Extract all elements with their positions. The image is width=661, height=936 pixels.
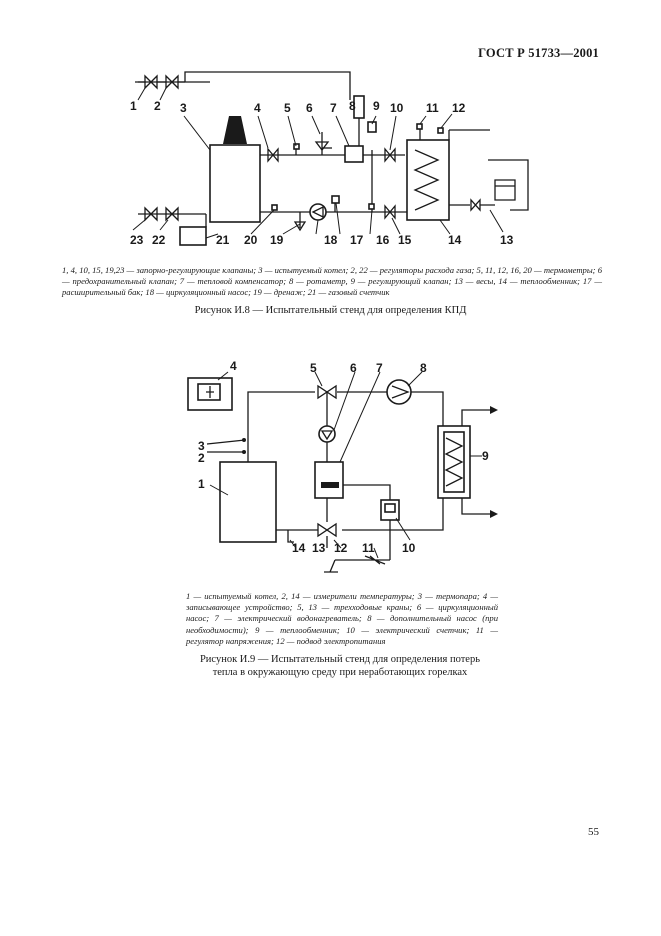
fig2-label-4: 4 <box>230 359 237 373</box>
fig1-label-6: 6 <box>306 101 313 115</box>
fig1-label-10: 10 <box>390 101 404 115</box>
fig1-label-16: 16 <box>376 233 390 247</box>
page-number: 55 <box>588 826 599 838</box>
fig1-label-7: 7 <box>330 101 337 115</box>
fig1-label-21: 21 <box>216 233 230 247</box>
fig1-label-19: 19 <box>270 233 284 247</box>
fig1-label-17: 17 <box>350 233 364 247</box>
fig1-label-4: 4 <box>254 101 261 115</box>
fig1-label-22: 22 <box>152 233 166 247</box>
figure-2-diagram <box>0 350 661 590</box>
figure-2-legend: 1 — испытуемый котел, 2, 14 — измерители температуры; 3 — термопара; 4 — записывающее устройство; 5, 13 — трехходовые краны; 6 — циркуляционный насос; 7 — электрический водонагреватель; 8 — дополнительный насос (при необходимости); 9 — теплообменник; 10 — электрический счетчик; 11 — регулятор напряжения; 12 — подвод электропитания <box>186 591 498 646</box>
fig2-label-7: 7 <box>376 361 383 375</box>
fig1-label-8: 8 <box>349 99 356 113</box>
figure-2-caption-line-1: Рисунок И.9 — Испытательный стенд для определения потерь <box>199 654 481 665</box>
fig2-label-2: 2 <box>198 451 205 465</box>
figure-2-caption <box>150 653 530 679</box>
fig2-label-5: 5 <box>310 361 317 375</box>
fig1-label-14: 14 <box>448 233 462 247</box>
figure-1-caption: Рисунок И.8 — Испытательный стенд для определения КПД <box>194 305 467 316</box>
fig1-label-1: 1 <box>130 99 137 113</box>
fig1-label-2: 2 <box>154 99 161 113</box>
fig1-label-9: 9 <box>373 99 380 113</box>
fig2-label-8: 8 <box>420 361 427 375</box>
fig1-label-12: 12 <box>452 101 466 115</box>
fig1-label-15: 15 <box>398 233 412 247</box>
fig1-label-11: 11 <box>426 101 439 115</box>
fig1-label-20: 20 <box>244 233 258 247</box>
fig1-label-5: 5 <box>284 101 291 115</box>
fig1-label-23: 23 <box>130 233 144 247</box>
fig2-label-10: 10 <box>402 541 416 555</box>
figure-1-diagram <box>0 0 661 260</box>
fig2-label-6: 6 <box>350 361 357 375</box>
fig2-label-9: 9 <box>482 449 489 463</box>
fig2-label-11: 11 <box>362 541 375 555</box>
fig1-label-18: 18 <box>324 233 338 247</box>
fig2-label-12: 12 <box>334 541 348 555</box>
fig2-label-13: 13 <box>312 541 326 555</box>
document-header: ГОСТ Р 51733—2001 <box>478 46 599 60</box>
figure-2-caption-line-2: тепла в окружающую среду при неработающих горелках <box>212 667 468 678</box>
fig2-label-14: 14 <box>292 541 306 555</box>
fig1-label-13: 13 <box>500 233 514 247</box>
figure-1-legend: 1, 4, 10, 15, 19,23 — запорно-регулирующие клапаны; 3 — испытуемый котел; 2, 22 — регуляторы расхода газа; 5, 11, 12, 16, 20 — термометры; 6 — предохранительный клапан; 7 — тепловой компенсатор; 8 — ротаметр, 9 — регулирующий клапан; 13 — весы, 14 — теплообменник; 17 — расширительный бак; 18 — циркуляционный насос; 19 — дренаж; 21 — газовый счетчик <box>62 265 602 298</box>
fig2-label-3: 3 <box>198 439 205 453</box>
fig1-label-3: 3 <box>180 101 187 115</box>
fig2-label-1: 1 <box>198 477 205 491</box>
